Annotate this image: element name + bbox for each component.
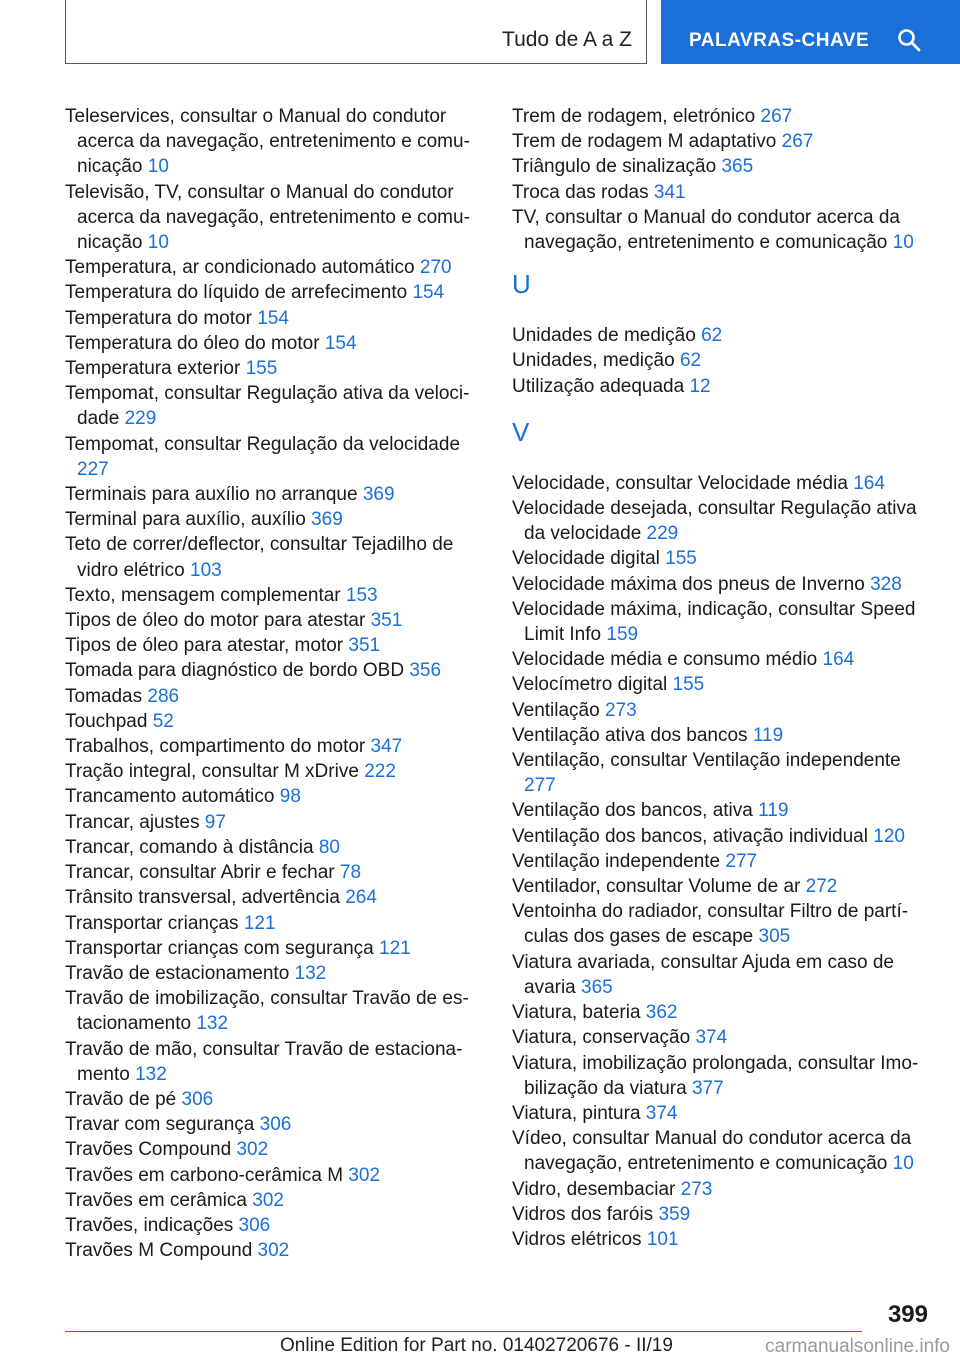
entry-text: Travão de mão, consultar Travão de estacionamento <box>65 1038 463 1085</box>
index-entry <box>65 684 477 709</box>
entry-text: TV, consultar o Manual do condutor acerca da navegação, entretenimento e comunicação <box>512 206 900 254</box>
entry-text: Velocidade média e consumo médio <box>512 649 818 671</box>
index-entry <box>65 1188 477 1213</box>
page-reference-link[interactable]: 10 <box>147 156 169 178</box>
index-entry <box>65 1238 477 1263</box>
index-entry <box>512 1126 930 1176</box>
index-entry <box>65 784 477 809</box>
page-reference-link[interactable]: 80 <box>318 836 340 858</box>
entry-text: Teto de correr/deflector, consultar Tejadilho de vidro elétrico <box>65 534 454 581</box>
entry-text: Ventoinha do radiador, consultar Filtro de partículas dos gases de escape <box>512 901 909 948</box>
index-group-v <box>512 471 930 1252</box>
entry-text: Vidro, desembaciar <box>512 1178 676 1200</box>
page-reference-link[interactable]: 10 <box>147 232 169 254</box>
page-reference-link[interactable]: 351 <box>348 635 381 657</box>
entry-text: Utilização adequada <box>512 375 685 397</box>
page-reference-link[interactable]: 52 <box>152 710 174 732</box>
index-entry <box>65 583 477 608</box>
entry-text: Ventilador, consultar Volume de ar <box>512 876 801 898</box>
footer-divider <box>65 1331 862 1332</box>
page-reference-link[interactable]: 154 <box>324 332 357 354</box>
page-reference-link[interactable]: 229 <box>646 523 679 545</box>
index-entry <box>512 748 930 798</box>
page-reference-link[interactable]: 159 <box>606 624 639 646</box>
index-entry <box>65 986 477 1036</box>
page-reference-link[interactable]: 369 <box>311 509 343 531</box>
page-reference-link[interactable]: 132 <box>294 962 327 984</box>
entry-text: Trânsito transversal, advertência <box>65 887 340 909</box>
index-entry <box>65 1163 477 1188</box>
entry-text: Trancar, comando à distância <box>65 836 314 858</box>
index-entry <box>512 471 930 496</box>
page-reference-link[interactable]: 155 <box>672 674 705 696</box>
index-entry <box>65 1037 477 1087</box>
entry-text: Viatura, pintura <box>512 1102 641 1124</box>
entry-text: Travões M Compound <box>65 1240 253 1262</box>
index-entry <box>512 798 930 823</box>
entry-text: Ventilação independente <box>512 850 721 872</box>
index-entry <box>65 482 477 507</box>
index-entry <box>65 306 477 331</box>
entry-text: Travões em cerâmica <box>65 1189 247 1211</box>
page-reference-link[interactable]: 10 <box>892 232 914 254</box>
page-reference-link[interactable]: 277 <box>524 775 556 797</box>
tab-keywords[interactable] <box>661 0 960 64</box>
index-entry <box>512 849 930 874</box>
index-entry <box>65 810 477 835</box>
index-entry <box>512 1025 930 1050</box>
entry-text: Touchpad <box>65 710 148 732</box>
entry-text: Trancar, consultar Abrir e fechar <box>65 862 335 884</box>
entry-text: Tempomat, consultar Regulação ativa da velocidade <box>65 383 470 430</box>
page-reference-link[interactable]: 356 <box>409 660 442 682</box>
entry-text: Temperatura do líquido de arrefecimento <box>65 282 408 304</box>
page-reference-link[interactable]: 154 <box>257 307 289 329</box>
index-entry <box>65 1087 477 1112</box>
page-reference-link[interactable]: 12 <box>689 375 711 397</box>
index-entry <box>512 1101 930 1126</box>
index-entry <box>65 709 477 734</box>
index-entry <box>512 950 930 1000</box>
entry-text: Velocidade digital <box>512 548 660 570</box>
page-reference-link[interactable]: 277 <box>725 850 758 872</box>
index-entry <box>65 331 477 356</box>
index-entry <box>65 280 477 305</box>
index-entry <box>512 496 930 546</box>
page-reference-link[interactable]: 302 <box>252 1189 284 1211</box>
page-reference-link[interactable]: 302 <box>236 1139 269 1161</box>
entry-text: Tomada para diagnóstico de bordo OBD <box>65 660 405 682</box>
entry-text: Televisão, TV, consultar o Manual do condutor acerca da navegação, entretenimento e comunicação <box>65 181 470 254</box>
index-entry <box>65 1112 477 1137</box>
page-reference-link[interactable]: 306 <box>238 1214 271 1236</box>
entry-text: Temperatura, ar condicionado automático <box>65 257 415 279</box>
page-reference-link[interactable]: 101 <box>646 1228 679 1250</box>
index-entry <box>65 381 477 431</box>
index-entry <box>65 885 477 910</box>
page-reference-link[interactable]: 306 <box>181 1088 214 1110</box>
index-entry <box>65 835 477 860</box>
index-entry <box>65 608 477 633</box>
index-entry <box>512 323 930 348</box>
page-reference-link[interactable]: 103 <box>190 559 222 581</box>
index-entry <box>65 507 477 532</box>
index-entry <box>512 180 930 205</box>
entry-text: Troca das rodas <box>512 181 649 203</box>
entry-text: Travão de estacionamento <box>65 962 290 984</box>
page-reference-link[interactable]: 10 <box>892 1153 914 1175</box>
index-entry <box>65 961 477 986</box>
entry-text: Ventilação ativa dos bancos <box>512 724 748 746</box>
page-reference-link[interactable]: 365 <box>581 976 613 998</box>
entry-text: Teleservices, consultar o Manual do condutor acerca da navegação, entretenimento e comunicação <box>65 106 470 178</box>
index-entry <box>65 658 477 683</box>
entry-text: Trancar, ajustes <box>65 811 200 833</box>
index-entry <box>512 647 930 672</box>
entry-text: Travões Compound <box>65 1139 232 1161</box>
entry-text: Travar com segurança <box>65 1114 255 1136</box>
entry-text: Velocímetro digital <box>512 674 668 696</box>
index-entry <box>512 546 930 571</box>
page-reference-link[interactable]: 270 <box>419 257 452 279</box>
index-entry <box>65 936 477 961</box>
page-reference-link[interactable]: 227 <box>77 458 109 480</box>
entry-text: Vídeo, consultar Manual do condutor acerca da navegação, entretenimento e comunicação <box>512 1128 912 1175</box>
index-entry <box>512 572 930 597</box>
index-entry <box>65 104 477 180</box>
page-reference-link[interactable]: 121 <box>243 912 276 934</box>
entry-text: Velocidade, consultar Velocidade média <box>512 472 848 494</box>
entry-text: Velocidade desejada, consultar Regulação ativa da velocidade <box>512 498 917 545</box>
entry-text: Temperatura do motor <box>65 307 252 329</box>
page-reference-link[interactable]: 359 <box>658 1203 691 1225</box>
index-column-left <box>65 104 477 1263</box>
index-entry <box>65 356 477 381</box>
page-reference-link[interactable]: 347 <box>370 736 403 758</box>
entry-text: Tempomat, consultar Regulação da velocidade <box>65 433 461 455</box>
index-entry <box>512 205 930 255</box>
index-entry <box>512 723 930 748</box>
entry-text: Transportar crianças <box>65 912 239 934</box>
page-reference-link[interactable]: 132 <box>135 1063 167 1085</box>
entry-text: Viatura, imobilização prolongada, consultar Imobilização da viatura <box>512 1052 919 1099</box>
page-reference-link[interactable]: 222 <box>364 761 396 783</box>
index-entry <box>65 1137 477 1162</box>
index-group-t <box>512 104 930 255</box>
index-group-u <box>512 323 930 399</box>
entry-text: Temperatura exterior <box>65 358 241 380</box>
tab-label: Tudo de A a Z <box>502 28 632 51</box>
index-entry <box>65 633 477 658</box>
entry-text: Terminais para auxílio no arranque <box>65 484 358 506</box>
entry-text: Triângulo de sinalização <box>512 156 717 178</box>
page-reference-link[interactable]: 351 <box>370 610 403 632</box>
index-entry <box>512 1177 930 1202</box>
page-reference-link[interactable]: 273 <box>680 1178 713 1200</box>
page-reference-link[interactable]: 62 <box>701 325 723 347</box>
index-entry <box>512 1227 930 1252</box>
entry-text: Unidades, medição <box>512 350 675 372</box>
entry-text: Ventilação dos bancos, ativa <box>512 800 753 822</box>
entry-text: Velocidade máxima dos pneus de Inverno <box>512 573 865 595</box>
index-entry <box>512 597 930 647</box>
page-reference-link[interactable]: 369 <box>362 484 395 506</box>
index-entry <box>65 1213 477 1238</box>
index-entry <box>65 255 477 280</box>
entry-text: Trem de rodagem M adaptativo <box>512 131 777 153</box>
watermark: carmanualsonline.info <box>765 1336 950 1357</box>
entry-text: Travões, indicações <box>65 1214 234 1236</box>
index-entry <box>512 1051 930 1101</box>
tab-tudo-de-a-a-z[interactable] <box>65 0 647 64</box>
page-number: 399 <box>887 1301 928 1328</box>
index-entry <box>512 824 930 849</box>
entry-text: Tração integral, consultar M xDrive <box>65 761 359 783</box>
entry-text: Trem de rodagem, eletrónico <box>512 106 756 127</box>
index-entry <box>512 154 930 179</box>
page-reference-link[interactable]: 273 <box>604 699 637 721</box>
index-entry <box>512 698 930 723</box>
page-reference-link[interactable]: 78 <box>339 862 362 884</box>
entry-text: Transportar crianças com segurança <box>65 937 374 959</box>
page-reference-link[interactable]: 306 <box>259 1114 292 1136</box>
page-reference-link[interactable]: 377 <box>691 1077 724 1099</box>
index-entry <box>65 911 477 936</box>
page-reference-link[interactable]: 374 <box>695 1027 728 1049</box>
index-entry <box>512 1000 930 1025</box>
page-reference-link[interactable]: 302 <box>257 1240 290 1262</box>
index-entry <box>512 672 930 697</box>
page-reference-link[interactable]: 164 <box>853 472 885 494</box>
tab-keywords-label: PALAVRAS-CHAVE <box>689 30 870 51</box>
section-letter-v: V <box>512 416 530 447</box>
entry-text: Trabalhos, compartimento do motor <box>65 736 366 758</box>
page-reference-link[interactable]: 155 <box>245 358 278 380</box>
page-reference-link[interactable]: 365 <box>721 156 754 178</box>
entry-text: Unidades de medição <box>512 325 696 347</box>
page-reference-link[interactable]: 267 <box>781 131 814 153</box>
page-reference-link[interactable]: 98 <box>279 786 301 808</box>
page-reference-link[interactable]: 153 <box>345 584 378 606</box>
page-reference-link[interactable]: 302 <box>348 1164 381 1186</box>
page-reference-link[interactable]: 132 <box>196 1013 229 1035</box>
entry-text: Terminal para auxílio, auxílio <box>65 509 306 531</box>
page-reference-link[interactable]: 328 <box>870 573 902 595</box>
entry-text: Viatura avariada, consultar Ajuda em caso de avaria <box>512 951 894 998</box>
index-entry <box>65 180 477 256</box>
page-reference-link[interactable]: 155 <box>665 548 697 570</box>
edition-text: Online Edition for Part no. 01402720676 - II/19 <box>280 1335 673 1356</box>
page-reference-link[interactable]: 272 <box>805 876 838 898</box>
index-entry <box>65 432 477 482</box>
page-reference-link[interactable]: 229 <box>124 408 157 430</box>
page-reference-link[interactable]: 97 <box>204 811 226 833</box>
entry-text: Tipos de óleo do motor para atestar <box>65 610 366 632</box>
entry-text: Ventilação dos bancos, ativação individual <box>512 825 868 847</box>
page-reference-link[interactable]: 264 <box>345 887 377 909</box>
page-reference-link[interactable]: 62 <box>679 350 702 372</box>
page-reference-link[interactable]: 154 <box>412 282 445 304</box>
search-icon <box>897 28 921 52</box>
page-reference-link[interactable]: 341 <box>653 181 686 203</box>
entry-text: Ventilação <box>512 699 600 721</box>
entry-text: Vidros dos faróis <box>512 1203 654 1225</box>
entry-text: Ventilação, consultar Ventilação independente <box>512 750 901 772</box>
page-reference-link[interactable]: 267 <box>760 106 793 127</box>
page-reference-link[interactable]: 119 <box>758 800 789 822</box>
index-entry <box>512 899 930 949</box>
entry-text: Viatura, bateria <box>512 1002 641 1024</box>
page-reference-link[interactable]: 121 <box>379 937 411 959</box>
entry-text: Temperatura do óleo do motor <box>65 332 320 354</box>
index-entry <box>65 759 477 784</box>
page-reference-link[interactable]: 119 <box>752 724 784 746</box>
page-reference-link[interactable]: 374 <box>645 1102 678 1124</box>
page-reference-link[interactable]: 286 <box>147 685 180 707</box>
index-entry <box>512 1202 930 1227</box>
index-entry <box>65 532 477 582</box>
entry-text: Tomadas <box>65 685 143 707</box>
entry-text: Travões em carbono-cerâmica M <box>65 1164 344 1186</box>
entry-text: Travão de imobilização, consultar Travão de estacionamento <box>65 988 469 1035</box>
index-entry <box>65 860 477 885</box>
entry-text: Trancamento automático <box>65 786 275 808</box>
entry-text: Velocidade máxima, indicação, consultar Speed Limit Info <box>512 598 916 646</box>
entry-text: Vidros elétricos <box>512 1228 642 1250</box>
index-column-right <box>512 104 930 1252</box>
index-entry <box>512 129 930 154</box>
entry-text: Texto, mensagem complementar <box>65 584 341 606</box>
section-letter-u: U <box>512 269 531 300</box>
entry-text: Viatura, conservação <box>512 1027 691 1049</box>
page-reference-link[interactable]: 120 <box>873 825 905 847</box>
page-reference-link[interactable]: 164 <box>822 649 855 671</box>
index-entry <box>512 874 930 899</box>
entry-text: Travão de pé <box>65 1088 177 1110</box>
index-entry <box>65 734 477 759</box>
index-entry <box>512 348 930 373</box>
page-reference-link[interactable]: 305 <box>758 926 791 948</box>
entry-text: Tipos de óleo para atestar, motor <box>65 635 344 657</box>
index-entry <box>512 374 930 399</box>
page-reference-link[interactable]: 362 <box>645 1002 678 1024</box>
index-entry <box>512 104 930 129</box>
